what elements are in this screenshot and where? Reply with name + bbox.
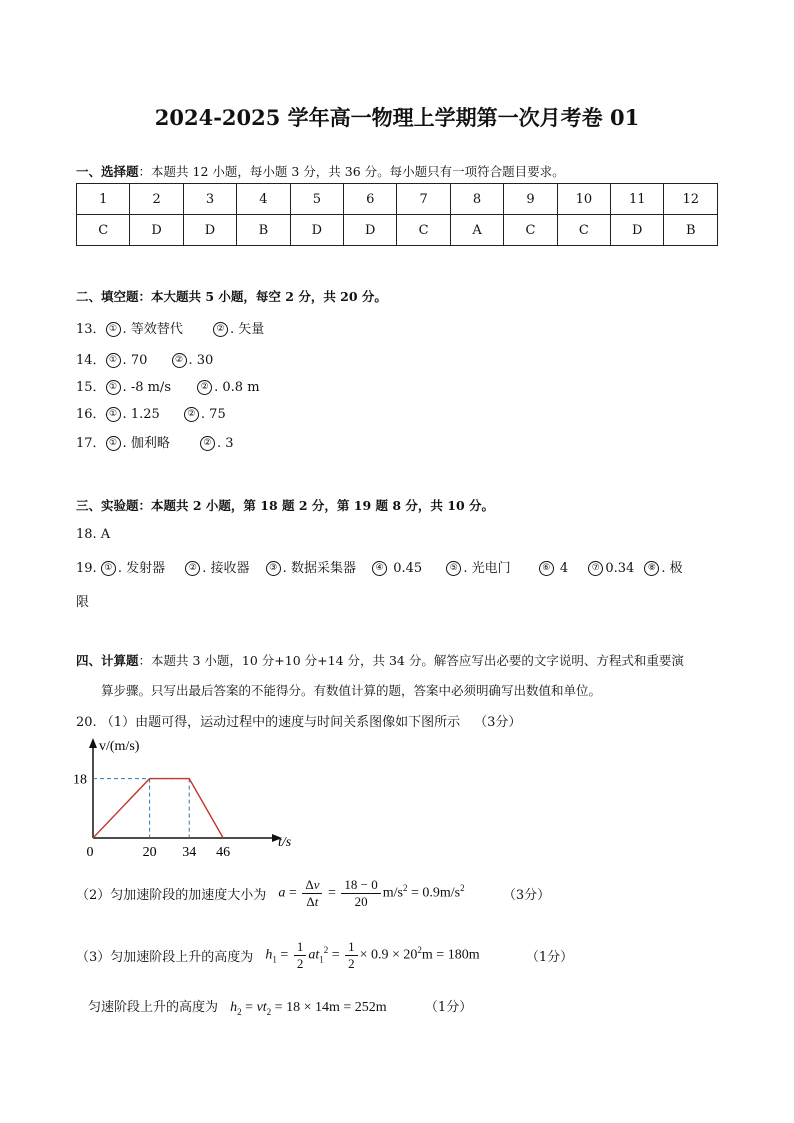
y-axis-label: v/(m/s) bbox=[99, 739, 140, 754]
q20-part2: （2）匀加速阶段的加速度大小为 a = $\frac{\Delta v}{\Delta t}$ = $\frac{18 - 0}{20}$ $m/s^2 = 0.9m/s^2$ （3分） bbox=[76, 877, 551, 909]
answer-19-wrap: 限 bbox=[76, 595, 90, 610]
y-axis-arrow bbox=[89, 738, 97, 748]
answer-choice: B bbox=[664, 215, 718, 246]
answer-18: 18. A bbox=[76, 527, 111, 542]
fill-answer-16: 16． ① . 1.25 ② . 75 bbox=[76, 407, 226, 422]
answer-number: 3 bbox=[183, 184, 236, 215]
answer-choice: C bbox=[557, 215, 610, 246]
answer-number: 12 bbox=[664, 184, 718, 215]
answer-number: 10 bbox=[557, 184, 610, 215]
answer-number: 5 bbox=[290, 184, 343, 215]
answer-number: 8 bbox=[450, 184, 503, 215]
answer-choice: D bbox=[183, 215, 236, 246]
page-title: 2024-2025 学年高一物理上学期第一次月考卷 01 bbox=[154, 105, 640, 130]
answer-choice: B bbox=[237, 215, 290, 246]
q20-part4: 匀速阶段上升的高度为 $h_2 = vt_2 = 18 \times 14m = 252m$ （1分） bbox=[88, 1000, 473, 1017]
answer-number: 4 bbox=[237, 184, 290, 215]
section-4-heading: 四、计算题：本题共 3 小题，10 分+10 分+14 分，共 34 分。解答应写出必要的文字说明、方程式和重要演 bbox=[76, 653, 684, 668]
q20-part1: 20. （1）由题可得，运动过程中的速度与时间关系图像如下图所示 （3分） bbox=[76, 715, 522, 730]
fill-answer-15: 15． ① . -8 m/s ② . 0.8 m bbox=[76, 380, 260, 395]
x-tick-label: 0 bbox=[86, 845, 94, 860]
answer-number: 1 bbox=[77, 184, 130, 215]
section-4-desc-cont: 算步骤。只写出最后答案的不能得分。有数值计算的题，答案中必须明确写出数值和单位。 bbox=[101, 683, 602, 698]
answer-choice-row bbox=[77, 215, 718, 246]
answer-choice: D bbox=[344, 215, 397, 246]
section-2-heading: 二、填空题：本大题共 5 小题，每空 2 分，共 20 分。 bbox=[76, 289, 387, 304]
velocity-time-chart bbox=[66, 732, 306, 862]
answer-choice: D bbox=[611, 215, 664, 246]
q20-part3: （3）匀加速阶段上升的高度为 $h_1$ = $\frac{1}{2}$ $at_1^2$ = $\frac{1}{2}$ × $0.9 \times 20^2m = 180m$ （1分） bbox=[76, 939, 574, 971]
x-axis-label: t/s bbox=[278, 835, 292, 850]
section-1-heading: 一、选择题：本题共 12 小题，每小题 3 分，共 36 分。每小题只有一项符合题目要求。 bbox=[76, 164, 565, 179]
answer-number-row bbox=[77, 184, 718, 215]
x-tick-label: 20 bbox=[142, 845, 157, 860]
answer-number: 7 bbox=[397, 184, 450, 215]
answer-19: 19. ① . 发射器 ② . 接收器 ③ . 数据采集器 ④ 0.45 ⑤ . 光电门 ⑥ 4 ⑦ 0.34 ⑧ . 极 bbox=[76, 561, 683, 576]
answer-choice: A bbox=[450, 215, 503, 246]
fill-answer-17: 17． ① . 伽利略 ② . 3 bbox=[76, 436, 234, 451]
x-tick-label: 34 bbox=[182, 845, 197, 860]
y-tick-label: 18 bbox=[73, 772, 87, 788]
answer-number: 2 bbox=[130, 184, 183, 215]
answer-choice: C bbox=[504, 215, 557, 246]
answer-table bbox=[76, 183, 718, 246]
x-tick-label: 46 bbox=[216, 845, 231, 860]
answer-choice: D bbox=[130, 215, 183, 246]
answer-choice: D bbox=[290, 215, 343, 246]
answer-number: 6 bbox=[344, 184, 397, 215]
answer-choice: C bbox=[397, 215, 450, 246]
answer-number: 11 bbox=[611, 184, 664, 215]
fill-answer-13: 13． ① . 等效替代 ② . 矢量 bbox=[76, 322, 265, 337]
velocity-series-line bbox=[93, 779, 223, 838]
answer-choice: C bbox=[77, 215, 130, 246]
section-3-heading: 三、实验题：本题共 2 小题，第 18 题 2 分，第 19 题 8 分，共 10 分。 bbox=[76, 498, 495, 513]
answer-number: 9 bbox=[504, 184, 557, 215]
fill-answer-14: 14． ① . 70 ② . 30 bbox=[76, 353, 214, 368]
